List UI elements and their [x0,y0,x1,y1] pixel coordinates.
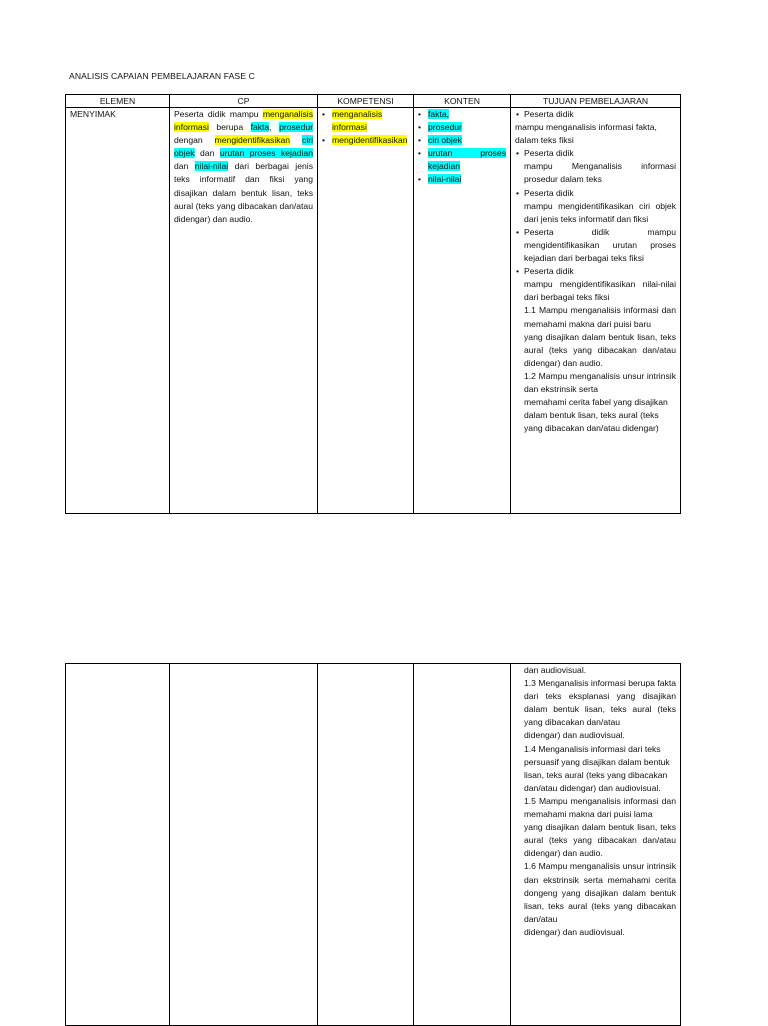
tujuan-item: • Peserta didik [515,147,676,160]
table-row [66,664,681,1026]
highlighted-text: ciri objek [174,135,313,159]
list-item [418,108,506,121]
tujuan-item: • Peserta didik [515,108,676,121]
analysis-table-continued [65,663,681,1026]
tujuan-item: yang disajikan dalam bentuk lisan, teks aural (teks yang dibacakan dan/atau didengar) dan audio. [524,822,676,859]
cell-elemen-empty [66,664,170,1026]
cp-text-segment: , [269,122,280,133]
cell-konten-empty [414,664,511,1026]
tujuan-list [515,108,676,435]
tujuan-item: yang dibacakan dan/atau didengar) [524,423,659,434]
tujuan-item: 1.2 Mampu menganalisis unsur intrinsik dan ekstrinsik serta [524,370,676,394]
tujuan-item: dalam teks fiksi [515,135,574,146]
highlighted-text: prosedur [279,122,313,133]
cp-text-segment: berupa [208,122,251,133]
tujuan-item: • Peserta didik mampu mengidentifikasikan urutan proses kejadian dari berbagai teks fiksi [515,226,676,265]
list-item [418,121,506,134]
konten-text: prosedur [428,122,462,133]
konten-list [418,108,506,187]
cell-kompetensi [318,108,414,514]
cell-tujuan [511,108,681,514]
list-item [418,134,506,147]
cp-text-segment: dan [194,148,220,159]
tujuan-item: 1.4 Menganalisis informasi dari teks [524,743,661,754]
konten-text: ciri objek [428,135,462,146]
cell-kompetensi-empty [318,664,414,1026]
cell-elemen: MENYIMAK [66,108,170,514]
highlighted-text: nilai-nilai [194,161,229,172]
tujuan-item: mampu menganalisis informasi fakta, [515,122,657,133]
tujuan-item: persuasif yang disajikan dalam bentuk [524,756,670,767]
tujuan-item: • Peserta didik [515,265,676,278]
tujuan-item: 1.5 Mampu menganalisis informasi dan memahami makna dari puisi lama [524,795,676,820]
header-tujuan: TUJUAN PEMBELAJARAN [511,95,681,108]
cell-tujuan-continued [511,664,681,1026]
tujuan-item: • Peserta didik [515,187,676,200]
cp-text-segment: dari berbagai jenis teks informatif dan fiksi yang disajikan dalam bentuk lisan, teks aural (teks yang dibacakan dan/atau didengar) dan audio. [174,161,313,224]
list-item [418,147,506,173]
page-title: ANALISIS CAPAIAN PEMBELAJARAN FASE C [69,71,255,81]
list-item [322,108,409,134]
tujuan-item: mampu Menganalisis informasi prosedur dalam teks [524,161,676,185]
tujuan-item: dalam bentuk lisan, teks aural (teks [524,410,659,421]
table-row [66,108,681,514]
cp-text-segment: Peserta didik mampu [174,109,263,119]
tujuan-item: dan/atau didengar) dan audiovisual. [524,782,661,793]
kompetensi-text: mengidentifikasikan [332,135,408,146]
list-item [322,134,409,147]
highlighted-text: menganalisis informasi [174,109,313,133]
tujuan-item: 1.6 Mampu menganalisis unsur intrinsik dan ekstrinsik serta memahami cerita dongeng yang disajikan dalam bentuk lisan, teks aural (teks yang dibacakan dan/atau [524,861,676,924]
cell-cp [170,108,318,514]
cp-text [174,109,313,224]
highlighted-text: fakta [250,122,270,133]
tujuan-item: memahami cerita fabel yang disajikan [524,397,668,408]
header-kompetensi: KOMPETENSI [318,95,414,108]
tujuan-item: mampu mengidentifikasikan nilai-nilai dari berbagai teks fiksi [524,279,676,303]
tujuan-continued-list [515,664,676,939]
highlighted-text: mengidentifikasikan [214,135,291,146]
header-konten: KONTEN [414,95,511,108]
table-header-row [66,95,681,108]
cell-cp-empty [170,664,318,1026]
cell-konten [414,108,511,514]
analysis-table [65,94,681,514]
tujuan-item: 1.1 Mampu menganalisis informasi dan memahami makna dari puisi baru [524,305,676,329]
tujuan-item: yang disajikan dalam bentuk lisan, teks aural (teks yang dibacakan dan/atau didengar) dan audio. [524,331,676,368]
konten-text: urutan proses kejadian [428,148,506,172]
konten-text: fakta, [428,109,450,119]
header-cp: CP [170,95,318,108]
tujuan-item: mampu mengidentifikasikan ciri objek dari jenis teks informatif dan fiksi [524,200,676,224]
kompetensi-text: menganalisis informasi [332,109,383,133]
tujuan-item: lisan, teks aural (teks yang dibacakan [524,769,668,780]
tujuan-item: didengar) dan audiovisual. [524,730,625,741]
tujuan-item: 1.3 Menganalisis informasi berupa fakta dari teks eksplanasi yang disajikan dalam bentuk lisan, teks aural (teks yang dibacakan dan/atau [524,678,676,728]
kompetensi-list [322,108,409,147]
konten-text: nilai-nilai [428,174,462,185]
highlighted-text: urutan proses kejadian [219,148,313,159]
tujuan-item: didengar) dan audiovisual. [524,926,625,937]
header-elemen: ELEMEN [66,95,170,108]
cp-text-segment [290,135,302,145]
cp-text-segment: dan [174,161,195,172]
list-item [418,173,506,186]
tujuan-item: dan audiovisual. [524,665,587,675]
cp-text-segment: dengan [174,135,215,146]
